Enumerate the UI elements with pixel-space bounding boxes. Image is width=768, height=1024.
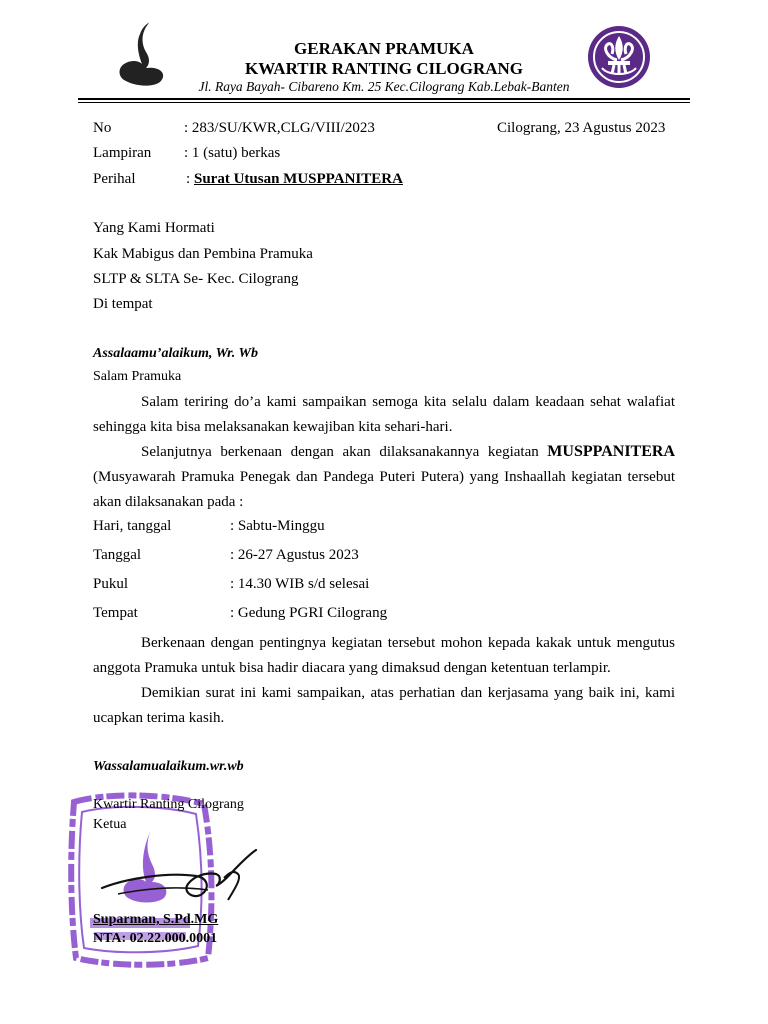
paragraph-3: Berkenaan dengan pentingnya kegiatan tersebut mohon kepada kakak untuk mengutus anggota Pramuka untuk bisa hadir diacara yang dimaksud dengan ketentuan terlampir. xyxy=(93,635,675,676)
signer-position: Ketua xyxy=(93,817,127,832)
detail-value-tanggal: : 26-27 Agustus 2023 xyxy=(230,547,359,563)
paragraph-2 xyxy=(93,439,675,515)
paragraph-2-after: (Musyawarah Pramuka Penegak dan Pandega Puteri Putera) yang Inshaallah kegiatan tersebut akan dilaksanakan pada : xyxy=(93,469,675,510)
salam-pramuka: Salam Pramuka xyxy=(93,369,182,384)
signature xyxy=(98,848,262,906)
org-address: Jl. Raya Bayah- Cibareno Km. 25 Kec.Cilograng Kab.Lebak-Banten xyxy=(198,79,570,94)
letter-date: Cilograng, 23 Agustus 2023 xyxy=(497,120,666,136)
signer-nta: NTA: 02.22.000.0001 xyxy=(93,931,218,946)
event-name: MUSPPANITERA xyxy=(547,443,675,460)
detail-value-pukul: : 14.30 WIB s/d selesai xyxy=(230,576,370,592)
detail-value-tempat: : Gedung PGRI Cilograng xyxy=(230,605,388,621)
paragraph-1: Salam teriring do’a kami sampaikan semoga kita selalu dalam keadaan sehat walafiat sehingga kita bisa melaksanakan kewajiban kita sehari-hari. xyxy=(93,394,675,435)
recipient-line4: Di tempat xyxy=(93,296,153,312)
perihal-colon: : xyxy=(186,171,191,187)
detail-label-hari: Hari, tanggal xyxy=(93,518,172,534)
recipient-line3: SLTP & SLTA Se- Kec. Cilograng xyxy=(93,271,299,287)
detail-label-tempat: Tempat xyxy=(93,605,138,621)
detail-label-tanggal: Tanggal xyxy=(93,547,142,563)
lampiran-label: Lampiran xyxy=(93,145,152,161)
detail-label-pukul: Pukul xyxy=(93,576,129,592)
paragraph-4: Demikian surat ini kami sampaikan, atas perhatian dan kerjasama yang baik ini, kami ucapkan terima kasih. xyxy=(93,685,675,726)
signer-organization: Kwartir Ranting Cilograng xyxy=(93,797,244,812)
org-name-line2: KWARTIR RANTING CILOGRANG xyxy=(244,59,524,78)
header-rule-thick xyxy=(78,98,690,100)
paragraph-2-before: Selanjutnya berkenaan dengan akan dilaksanakannya kegiatan xyxy=(141,444,548,460)
right-logo xyxy=(586,24,652,90)
no-value: : 283/SU/KWR,CLG/VIII/2023 xyxy=(184,120,375,136)
header-rule-thin xyxy=(78,102,690,103)
lampiran-value: : 1 (satu) berkas xyxy=(184,145,281,161)
signature-icon xyxy=(98,848,262,906)
opening-greeting: Assalaamu’alaikum, Wr. Wb xyxy=(93,346,258,361)
recipient-line1: Yang Kami Hormati xyxy=(93,220,215,236)
wassalam: Wassalamualaikum.wr.wb xyxy=(93,759,244,774)
org-name-line1: GERAKAN PRAMUKA xyxy=(294,39,474,58)
detail-value-hari: : Sabtu-Minggu xyxy=(230,518,325,534)
perihal-label: Perihal xyxy=(93,171,136,187)
no-label: No xyxy=(93,120,112,136)
signer-name: Suparman, S.Pd.MG xyxy=(93,912,219,927)
recipient-line2: Kak Mabigus dan Pembina Pramuka xyxy=(93,246,313,262)
wosm-fleur-de-lis-icon xyxy=(586,24,652,90)
perihal-value: Surat Utusan MUSPPANITERA xyxy=(194,171,403,187)
